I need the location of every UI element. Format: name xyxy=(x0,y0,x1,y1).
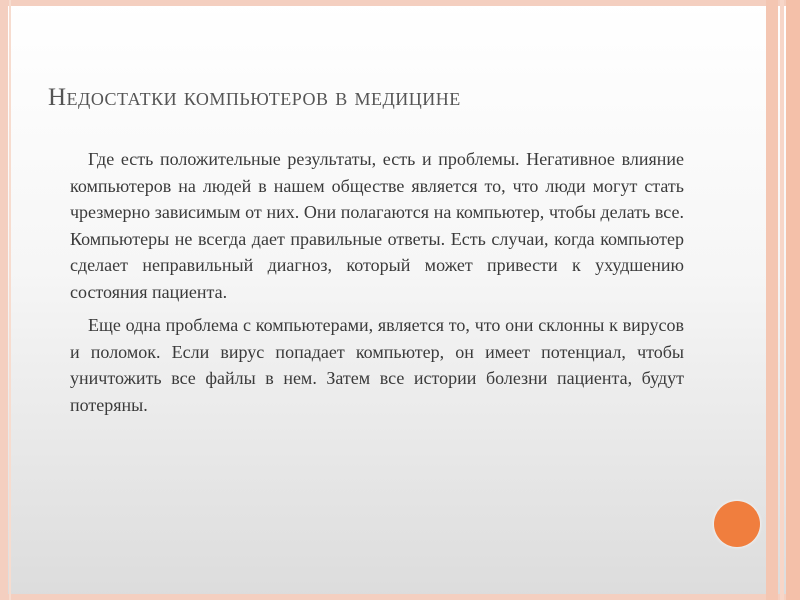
slide-border-left-line xyxy=(9,0,11,600)
body-paragraph: Еще одна проблема с компьютерами, является то, что они склонны к вирусов и поломок. Если вирус попадает компьютер, он имеет потенциал, чтобы уничтожить все файлы в нем. Затем все истории болезни пациента, будут потеряны. xyxy=(70,315,684,415)
decorative-stripe xyxy=(780,0,784,600)
slide-title: Недостатки компьютеров в медицине xyxy=(48,84,461,111)
slide-body xyxy=(70,146,684,425)
slide-border-bottom xyxy=(0,594,800,600)
orange-circle-icon xyxy=(714,501,760,547)
slide-border-top xyxy=(0,0,800,6)
decorative-stripe xyxy=(766,0,778,600)
body-paragraph: Где есть положительные результаты, есть и проблемы. Негативное влияние компьютеров на людей в нашем обществе является то, что люди могут стать чрезмерно зависимым от них. Они полагаются на компьютер, чтобы делать все. Компьютеры не всегда дает правильные ответы. Есть случаи, когда компьютер сделает неправильный диагноз, который может привести к ухудшению состояния пациента. xyxy=(70,149,684,302)
decorative-stripe xyxy=(786,0,800,600)
slide-border-left xyxy=(0,0,8,600)
